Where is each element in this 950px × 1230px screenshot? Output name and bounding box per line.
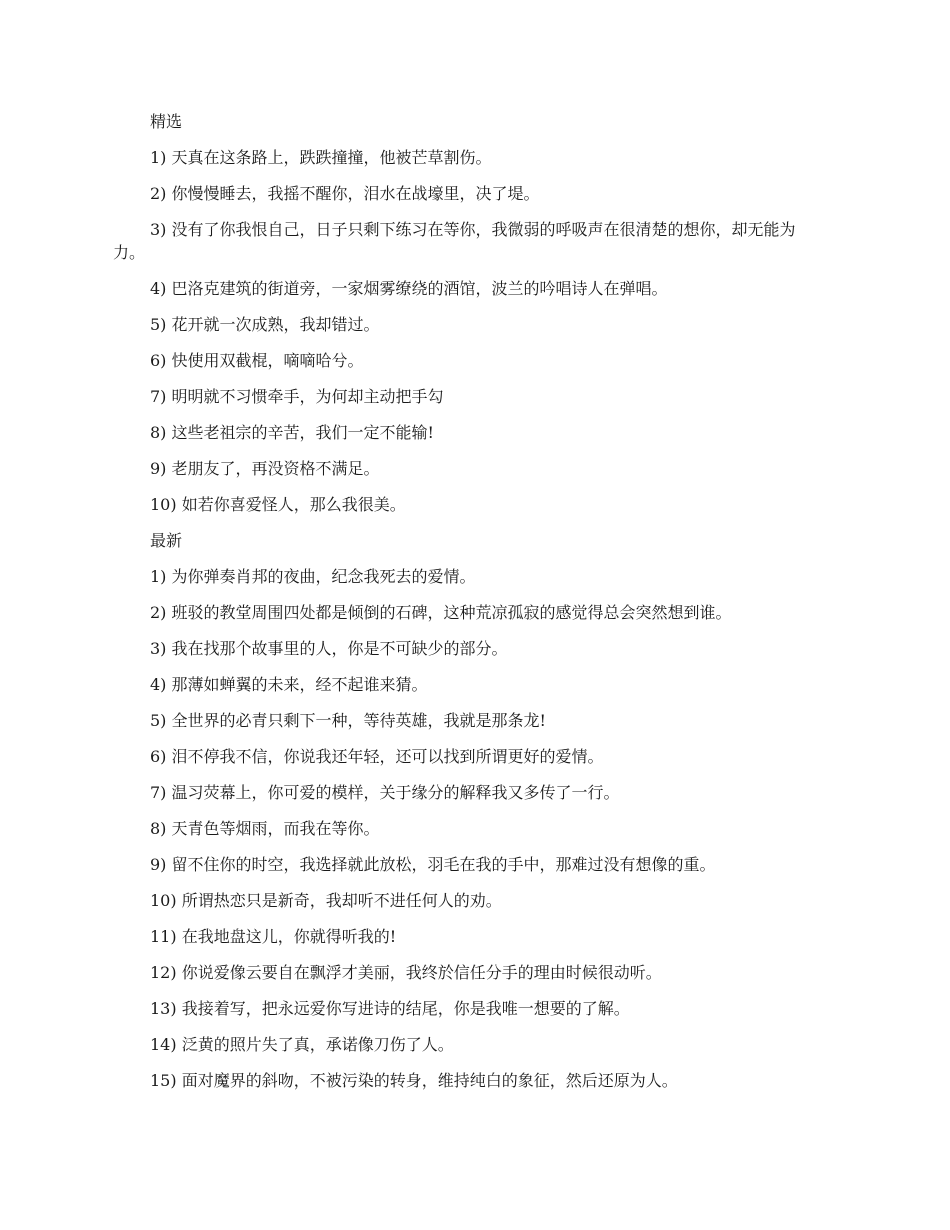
document-page	[113, 110, 823, 1105]
list-item: 10) 所谓热恋只是新奇，我却听不进任何人的劝。	[150, 891, 502, 910]
list-item: 13) 我接着写，把永远爱你写进诗的结尾，你是我唯一想要的了解。	[150, 999, 630, 1018]
list-item: 6) 泪不停我不信，你说我还年轻，还可以找到所谓更好的爱情。	[150, 747, 604, 766]
list-item: 9) 老朋友了，再没资格不满足。	[150, 459, 380, 478]
list-item: 3) 没有了你我恨自己，日子只剩下练习在等你，我微弱的呼吸声在很清楚的想你，却无能为力。	[113, 220, 796, 262]
list-item: 3) 我在找那个故事里的人，你是不可缺少的部分。	[150, 639, 508, 658]
list-item: 2) 班驳的教堂周围四处都是倾倒的石碑，这种荒凉孤寂的感觉得总会突然想到谁。	[150, 603, 732, 622]
list-item: 4) 巴洛克建筑的街道旁，一家烟雾缭绕的酒馆，波兰的吟唱诗人在弹唱。	[150, 279, 668, 298]
list-item: 12) 你说爱像云要自在飘浮才美丽，我终於信任分手的理由时候很动听。	[150, 963, 662, 982]
list-item: 6) 快使用双截棍，嘀嘀哈兮。	[150, 351, 364, 370]
list-item: 14) 泛黄的照片失了真，承诺像刀伤了人。	[150, 1035, 454, 1054]
list-item: 10) 如若你喜爱怪人，那么我很美。	[150, 495, 406, 514]
list-item: 1) 为你弹奏肖邦的夜曲，纪念我死去的爱情。	[150, 567, 476, 586]
list-item: 9) 留不住你的时空，我选择就此放松，羽毛在我的手中，那难过没有想像的重。	[150, 855, 716, 874]
list-item: 7) 温习荧幕上，你可爱的模样，关于缘分的解释我又多传了一行。	[150, 783, 620, 802]
list-item: 5) 花开就一次成熟，我却错过。	[150, 315, 380, 334]
list-item: 8) 天青色等烟雨，而我在等你。	[150, 819, 380, 838]
list-item: 11) 在我地盘这儿，你就得听我的!	[150, 927, 397, 946]
list-item: 1) 天真在这条路上，跌跌撞撞，他被芒草割伤。	[150, 148, 492, 167]
section-heading-latest: 最新	[150, 531, 183, 550]
section-heading-featured: 精选	[150, 112, 183, 131]
list-item: 8) 这些老祖宗的辛苦，我们一定不能输!	[150, 423, 434, 442]
list-item: 2) 你慢慢睡去，我摇不醒你，泪水在战壕里，决了堤。	[150, 184, 540, 203]
list-item: 15) 面对魔界的斜吻，不被污染的转身，维持纯白的象征，然后还原为人。	[150, 1071, 678, 1090]
list-item: 7) 明明就不习惯牵手，为何却主动把手勾	[150, 387, 444, 406]
list-item: 4) 那薄如蝉翼的未来，经不起谁来猜。	[150, 675, 428, 694]
list-item: 5) 全世界的必青只剩下一种，等待英雄，我就是那条龙!	[150, 711, 546, 730]
